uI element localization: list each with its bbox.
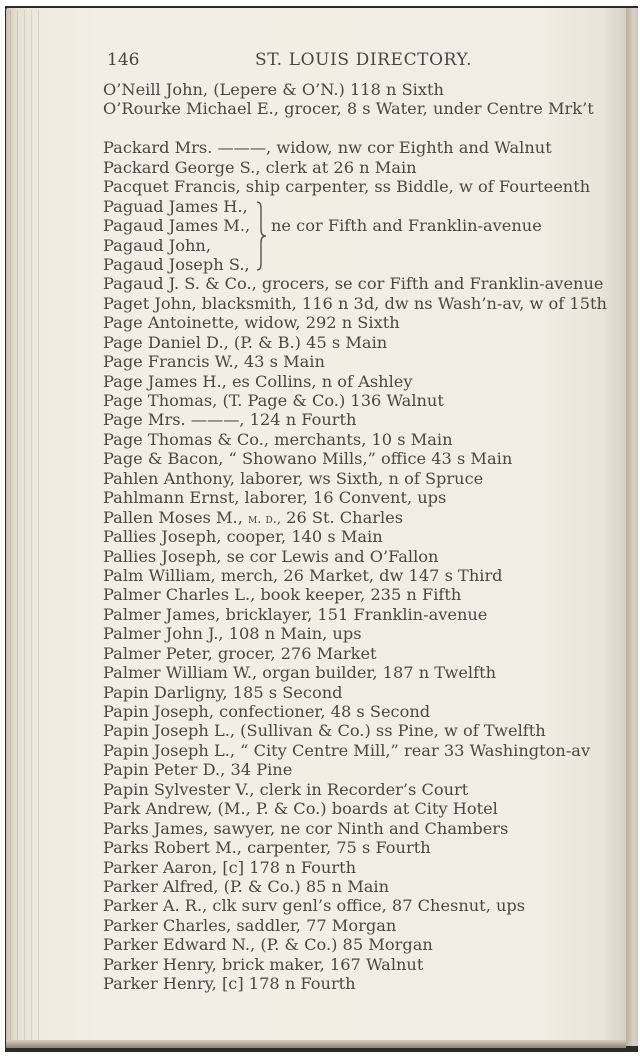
directory-entry: Pahlmann Ernst, laborer, 16 Convent, ups [103,488,447,508]
directory-entry: Palmer William W., organ builder, 187 n Twelfth [103,663,497,683]
directory-entry [103,508,623,527]
directory-entry: Palm William, merch, 26 Market, dw 147 s Third [103,565,503,585]
directory-entry: Papin Darligny, 185 s Second [103,682,343,702]
directory-entry: Paguad James H., [103,196,248,216]
entry-name: Pallen Moses M., [103,507,243,527]
directory-entry: Packard George S., clerk at 26 n Main [103,157,417,177]
directory-entry: Papin Joseph, confectioner, 48 s Second [103,702,431,722]
directory-entry: Pacquet Francis, ship carpenter, ss Biddle, w of Fourteenth [103,177,591,197]
directory-entries [103,80,623,994]
bracketed-entries [103,197,623,275]
bracket-address: ne cor Fifth and Franklin-avenue [271,215,542,235]
directory-entry: Palmer Charles L., book keeper, 235 n Fifth [103,585,462,605]
directory-entry: O’Neill John, (Lepere & O’N.) 118 n Sixth [103,80,444,99]
directory-entry: Pallies Joseph, se cor Lewis and O’Fallon [103,546,439,566]
directory-entry: Page & Bacon, “ Showano Mills,” office 43 s Main [103,449,513,469]
directory-entry: Page Thomas & Co., merchants, 10 s Main [103,429,453,449]
directory-entry: Papin Peter D., 34 Pine [103,760,293,780]
directory-entry: Page Daniel D., (P. & B.) 45 s Main [103,332,388,352]
bottom-shadow [6,1040,626,1048]
directory-entry: Pahlen Anthony, laborer, ws Sixth, n of Spruce [103,468,484,488]
directory-entry: Parks Robert M., carpenter, 75 s Fourth [103,838,431,858]
directory-entry: Pagaud James M., [103,216,251,236]
entry-address: 26 St. Charles [286,507,404,527]
entry-title: m. d., [248,511,281,527]
section-gap [103,119,623,138]
directory-entry: Parker Henry, [c] 178 n Fourth [103,974,356,994]
running-head: ST. LOUIS DIRECTORY. [255,50,473,70]
directory-entry: Park Andrew, (M., P. & Co.) boards at City Hotel [103,799,498,819]
directory-entry: Page Thomas, (T. Page & Co.) 136 Walnut [103,391,444,411]
directory-entry: Page Antoinette, widow, 292 n Sixth [103,313,400,333]
directory-entry: Packard Mrs. ———, widow, nw cor Eighth and Walnut [103,138,552,158]
directory-entry: Parker Edward N., (P. & Co.) 85 Morgan [103,935,433,955]
directory-entry: Parker Charles, saddler, 77 Morgan [103,915,397,935]
directory-entry: Palmer John J., 108 n Main, ups [103,624,362,644]
directory-entry: Paget John, blacksmith, 116 n 3d, dw ns Wash’n-av, w of 15th [103,293,607,313]
curly-brace-icon [255,200,267,272]
bracket-names [103,197,250,275]
directory-entry: Palmer Peter, grocer, 276 Market [103,643,377,663]
directory-entry: Parker Henry, brick maker, 167 Walnut [103,954,424,974]
directory-entry: Parker Aaron, [c] 178 n Fourth [103,857,357,877]
directory-entry: O’Rourke Michael E., grocer, 8 s Water, under Centre Mrk’t [103,99,594,119]
directory-entry: Parker Alfred, (P. & Co.) 85 n Main [103,876,390,896]
page-number: 146 [107,50,140,70]
directory-entry: Pagaud Joseph S., [103,254,250,274]
directory-entry: Page Mrs. ———, 124 n Fourth [103,410,357,430]
directory-entry: Page James H., es Collins, n of Ashley [103,371,413,391]
directory-entry: Parks James, sawyer, ne cor Ninth and Chambers [103,818,509,838]
directory-entry: Pagaud John, [103,235,211,255]
directory-entry: Parker A. R., clk surv genl’s office, 87 Chesnut, ups [103,896,526,916]
directory-entry: Papin Joseph L., “ City Centre Mill,” rear 33 Washington-av [103,740,591,760]
directory-entry: Pagaud J. S. & Co., grocers, se cor Fifth and Franklin-avenue [103,274,604,294]
facing-page-edge [626,8,638,1046]
directory-entry: Pallies Joseph, cooper, 140 s Main [103,527,383,547]
directory-entry: Palmer James, bricklayer, 151 Franklin-avenue [103,604,488,624]
directory-entry: Papin Joseph L., (Sullivan & Co.) ss Pine, w of Twelfth [103,721,546,741]
directory-entry: Papin Sylvester V., clerk in Recorder’s Court [103,779,469,799]
directory-entry: Page Francis W., 43 s Main [103,352,325,372]
page-header [105,50,605,74]
